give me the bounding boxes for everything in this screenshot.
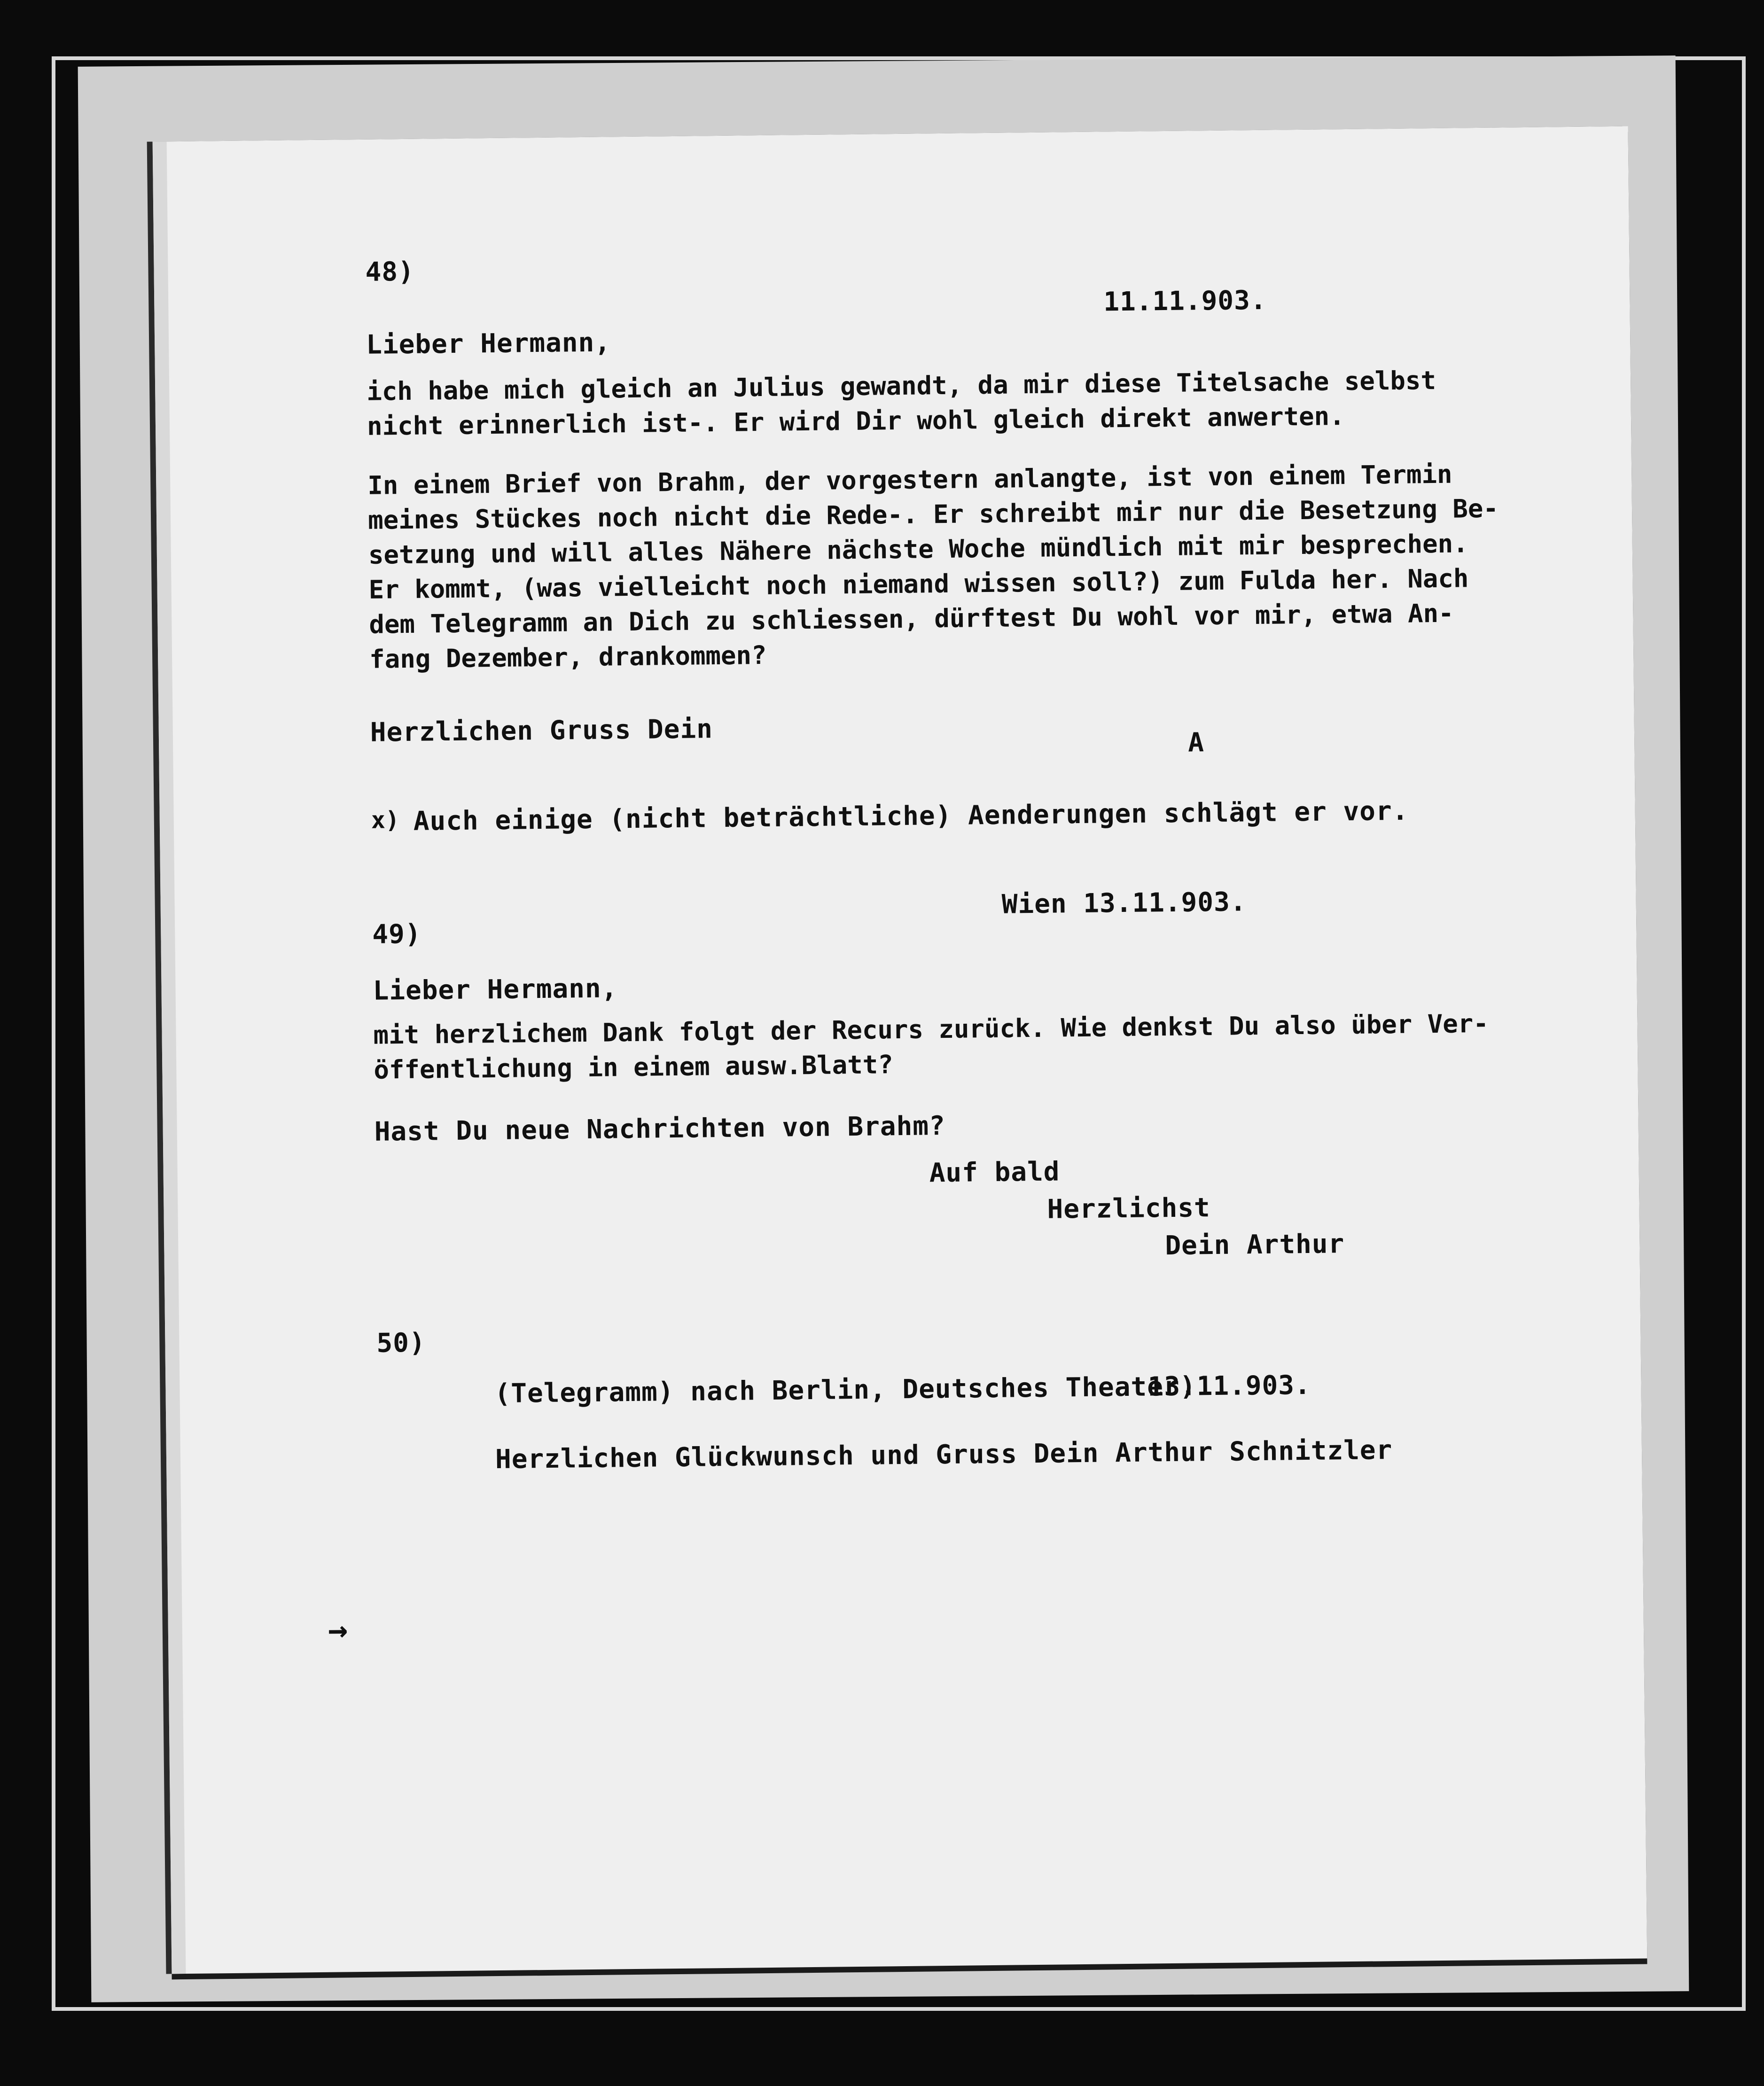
letter-49-paragraph-2: Hast Du neue Nachrichten von Brahm? <box>374 1110 946 1147</box>
letter-49-signature: Dein Arthur <box>1165 1229 1345 1261</box>
text-line: meines Stückes noch nicht die Rede-. Er schreibt mir nur die Besetzung Be- <box>367 493 1499 535</box>
letter-50-number: 50) <box>376 1327 426 1359</box>
letter-48-number: 48) <box>365 256 415 288</box>
letter-49-closing-2: Herzlichst <box>1047 1192 1211 1225</box>
letter-49-number: 49) <box>372 918 421 950</box>
text-line: dem Telegramm an Dich zu schliessen, dürftest Du wohl vor mir, etwa An- <box>369 598 1454 639</box>
footnote-mark: x) <box>371 806 400 834</box>
letter-48-paragraph-1 <box>367 363 1436 444</box>
text-line: nicht erinnerlich ist-. Er wird Dir wohl gleich direkt anwerten. <box>367 401 1345 441</box>
letter-48-signature: A <box>1187 727 1205 758</box>
letter-48-salutation: Lieber Hermann, <box>366 327 611 360</box>
letter-50-body: Herzlichen Glückwunsch und Gruss Dein Arthur Schnitzler <box>495 1435 1393 1475</box>
letter-48-closing: Herzlichen Gruss Dein <box>370 714 713 748</box>
letter-48-date: 11.11.903. <box>1103 285 1267 318</box>
text-line: Er kommt, (was vielleicht noch niemand wissen soll?) zum Fulda her. Nach <box>368 563 1469 605</box>
letter-50-header: (Telegramm) nach Berlin, Deutsches Theater) <box>494 1371 1196 1409</box>
text-line: In einem Brief von Brahm, der vorgestern anlangte, ist von einem Termin <box>367 459 1452 500</box>
margin-arrow: → <box>328 1610 348 1649</box>
letter-49-salutation: Lieber Hermann, <box>373 973 618 1006</box>
text-line: mit herzlichem Dank folgt der Recurs zurück. Wie denkst Du also über Ver- <box>373 1008 1489 1050</box>
text-line: setzung und will alles Nähere nächste Woche mündlich mit mir besprechen. <box>368 529 1468 570</box>
letter-48-paragraph-2 <box>367 457 1500 677</box>
letter-50-date: 13.11.903. <box>1147 1370 1311 1402</box>
letter-49-date: Wien 13.11.903. <box>1001 887 1247 920</box>
letter-48-footnote: Auch einige (nicht beträchtliche) Aenderungen schlägt er vor. <box>413 795 1409 837</box>
letter-49-closing-1: Auf bald <box>929 1156 1060 1189</box>
text-line: ich habe mich gleich an Julius gewandt, da mir diese Titelsache selbst <box>366 365 1436 406</box>
letter-49-paragraph-1 <box>373 1006 1489 1088</box>
text-line: fang Dezember, drankommen? <box>369 640 767 674</box>
document-page <box>153 126 1647 1974</box>
text-line: öffentlichung in einem ausw.Blatt? <box>374 1050 894 1085</box>
